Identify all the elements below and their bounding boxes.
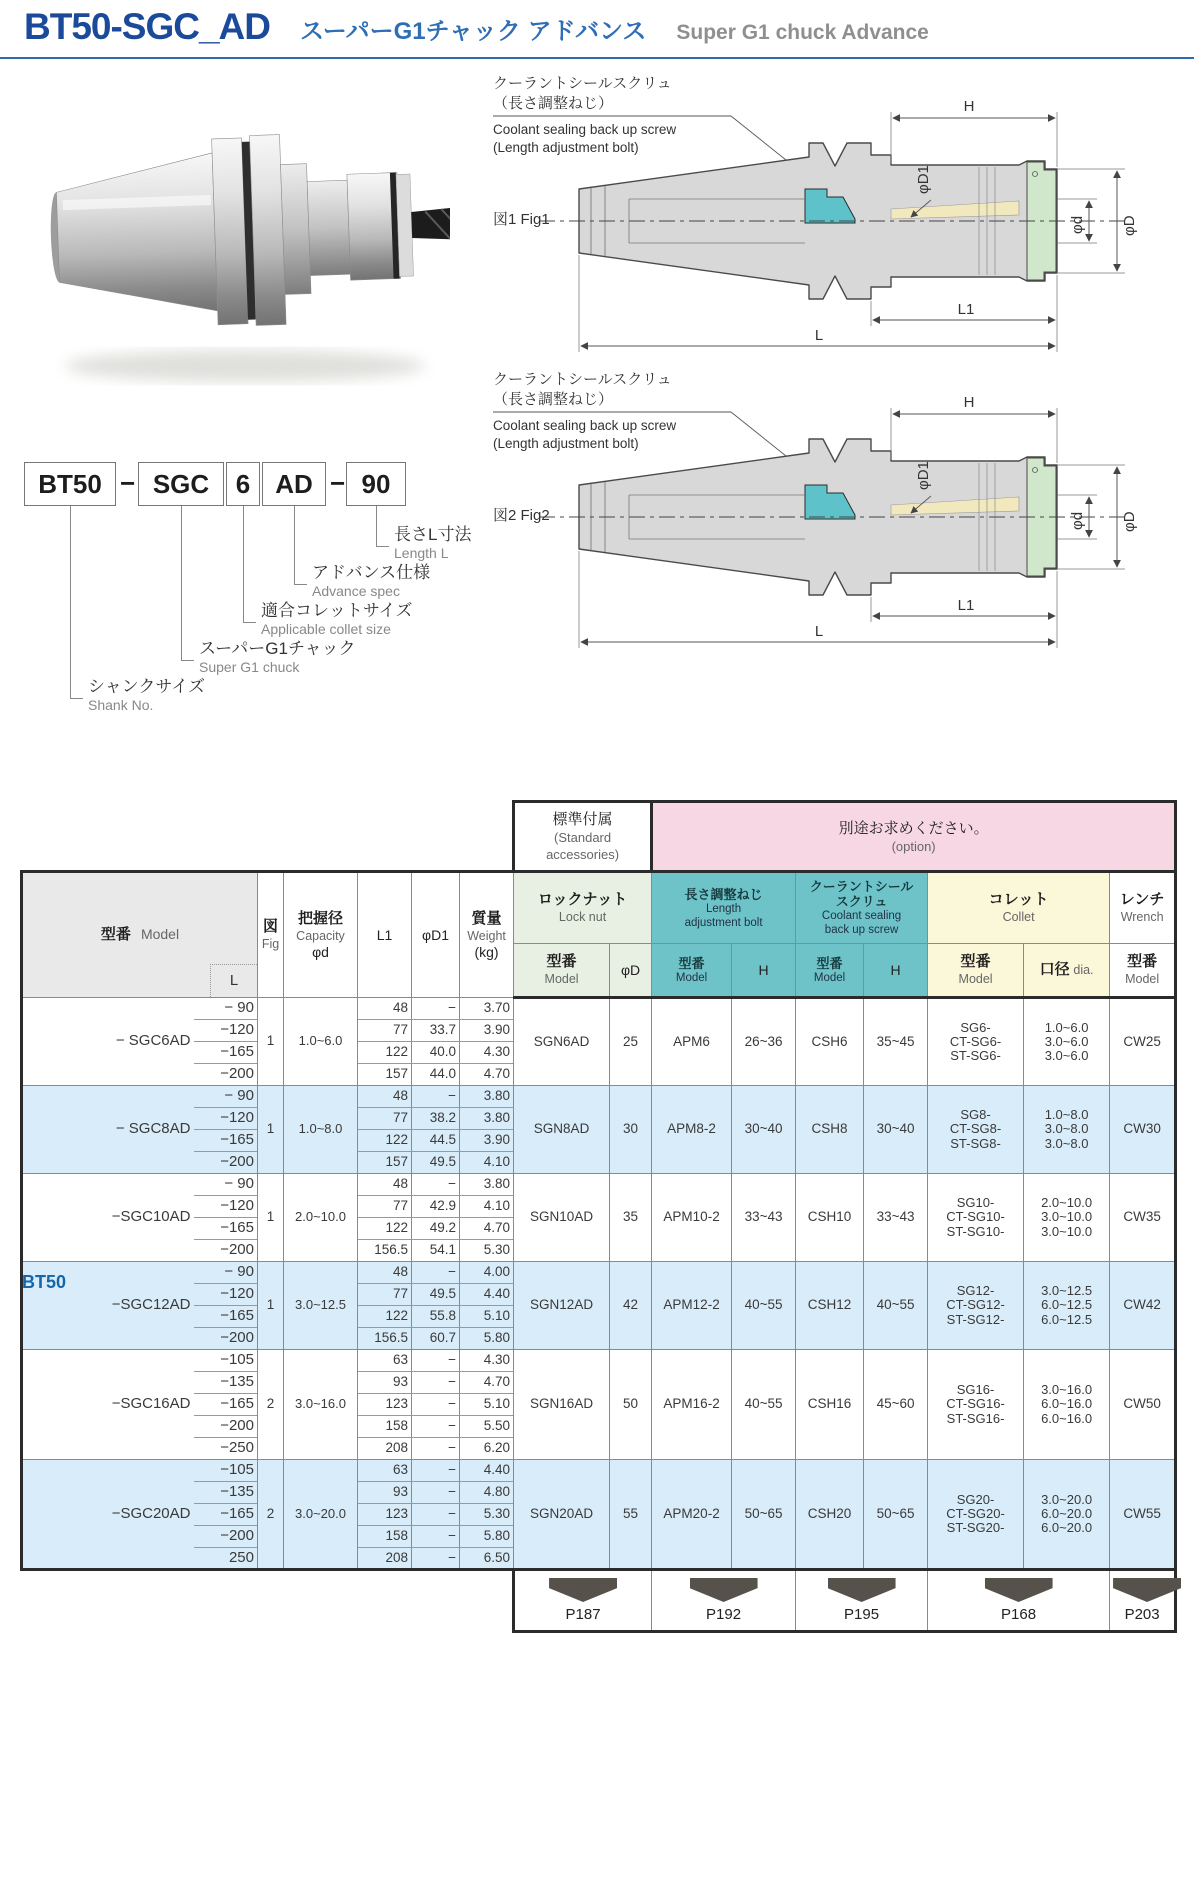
group-header-locknut: ロックナット Lock nut (514, 872, 652, 944)
cell-weight: 5.10 (460, 1306, 514, 1328)
cell-length-suffix: − 90 (194, 1086, 258, 1108)
dim-label-L1: L1 (957, 301, 975, 318)
cell-weight: 6.50 (460, 1548, 514, 1570)
dim-label-L: L (814, 327, 824, 344)
cell-phiD1: 49.2 (412, 1218, 460, 1240)
cell-length-suffix: −200 (194, 1328, 258, 1350)
cell-weight: 4.00 (460, 1262, 514, 1284)
dim-label-phiD: φD (1121, 215, 1138, 236)
cell-phiD1: 33.7 (412, 1020, 460, 1042)
subtitle-ja: スーパーG1チャック アドバンス (300, 18, 647, 45)
dim-label-H: H (963, 98, 975, 115)
group-header-collet: コレット Collet (928, 872, 1110, 944)
standard-accessories-banner: 標準付属 (Standard accessories) (514, 802, 652, 872)
cell-weight: 4.10 (460, 1196, 514, 1218)
cell-fig: 1 (258, 1262, 284, 1350)
part-label-chuck: スーパーG1チャック Super G1 chuck (199, 639, 356, 675)
cell-apm-model: APM8-2 (652, 1086, 732, 1174)
cell-capacity: 1.0~6.0 (284, 998, 358, 1086)
cell-length-suffix: − 90 (194, 1262, 258, 1284)
cell-csh-H: 45~60 (864, 1350, 928, 1460)
part-box-collet-size: 6 (226, 462, 260, 506)
page-ref-collet: P168 (928, 1570, 1110, 1632)
cell-collet-dia: 3.0~16.0 6.0~16.0 6.0~16.0 (1024, 1350, 1110, 1460)
title-rule (0, 57, 1194, 59)
sub-header-locknut-model: 型番 Model (514, 944, 610, 998)
cell-l1: 122 (358, 1130, 412, 1152)
cell-length-suffix: −120 (194, 1108, 258, 1130)
cell-wrench: CW55 (1110, 1460, 1176, 1570)
page-ref-coolant-screw: P195 (796, 1570, 928, 1632)
group-header-wrench: レンチ Wrench (1110, 872, 1176, 944)
cell-weight: 6.20 (460, 1438, 514, 1460)
column-header-weight: 質量 Weight (kg) (460, 872, 514, 998)
cell-phiD1: 60.7 (412, 1328, 460, 1350)
cell-l1: 122 (358, 1218, 412, 1240)
cell-csh-model: CSH8 (796, 1086, 864, 1174)
cell-phiD1: − (412, 1350, 460, 1372)
callout-en-line2: (Length adjustment bolt) (493, 140, 639, 155)
cell-model: −SGC10AD (22, 1174, 194, 1262)
cell-collet-models: SG6- CT-SG6- ST-SG6- (928, 998, 1024, 1086)
cell-locknut-model: SGN8AD (514, 1086, 610, 1174)
cell-length-suffix: −135 (194, 1372, 258, 1394)
cell-csh-model: CSH10 (796, 1174, 864, 1262)
column-header-length: L (210, 964, 257, 997)
cell-length-suffix: −200 (194, 1526, 258, 1548)
cell-phiD1: 55.8 (412, 1306, 460, 1328)
fig1-label: 図1 Fig1 (493, 211, 550, 228)
cell-wrench: CW25 (1110, 998, 1176, 1086)
cell-length-suffix: − 90 (194, 1174, 258, 1196)
cell-collet-models: SG16- CT-SG16- ST-SG16- (928, 1350, 1024, 1460)
cell-l1: 48 (358, 998, 412, 1020)
cell-length-suffix: −165 (194, 1394, 258, 1416)
cell-weight: 4.10 (460, 1152, 514, 1174)
cell-l1: 122 (358, 1042, 412, 1064)
cell-csh-model: CSH16 (796, 1350, 864, 1460)
cell-length-suffix: −165 (194, 1130, 258, 1152)
cell-weight: 4.70 (460, 1064, 514, 1086)
cell-phiD1: 49.5 (412, 1284, 460, 1306)
cell-apm-H: 26~36 (732, 998, 796, 1086)
cell-l1: 93 (358, 1482, 412, 1504)
fig2-drawing (478, 362, 1194, 662)
cell-csh-H: 33~43 (864, 1174, 928, 1262)
cell-csh-model: CSH12 (796, 1262, 864, 1350)
cell-collet-dia: 2.0~10.0 3.0~10.0 3.0~10.0 (1024, 1174, 1110, 1262)
cell-length-suffix: −120 (194, 1284, 258, 1306)
cell-length-suffix: −200 (194, 1240, 258, 1262)
cell-locknut-model: SGN12AD (514, 1262, 610, 1350)
column-header-fig: 図 Fig (258, 872, 284, 998)
cell-l1: 157 (358, 1064, 412, 1086)
cell-collet-dia: 3.0~20.0 6.0~20.0 6.0~20.0 (1024, 1460, 1110, 1570)
cell-l1: 158 (358, 1526, 412, 1548)
part-box-length: 90 (346, 462, 406, 506)
cell-weight: 4.30 (460, 1350, 514, 1372)
cell-collet-dia: 1.0~6.0 3.0~6.0 3.0~6.0 (1024, 998, 1110, 1086)
part-box-shank: BT50 (24, 462, 116, 506)
cell-fig: 1 (258, 1086, 284, 1174)
subtitle-en: Super G1 chuck Advance (676, 21, 929, 44)
cell-l1: 48 (358, 1174, 412, 1196)
cell-phiD1: − (412, 1482, 460, 1504)
cell-locknut-phiD: 35 (610, 1174, 652, 1262)
cell-csh-model: CSH20 (796, 1460, 864, 1570)
cell-locknut-phiD: 50 (610, 1350, 652, 1460)
cell-model: − SGC6AD (22, 998, 194, 1086)
cell-weight: 5.50 (460, 1416, 514, 1438)
cell-length-suffix: −165 (194, 1306, 258, 1328)
cell-phiD1: − (412, 1526, 460, 1548)
cell-weight: 5.80 (460, 1328, 514, 1350)
cell-csh-model: CSH6 (796, 998, 864, 1086)
pointer-arrow-icon (985, 1578, 1053, 1602)
cell-phiD1: 44.5 (412, 1130, 460, 1152)
sub-header-collet-model: 型番 Model (928, 944, 1024, 998)
cell-phiD1: − (412, 1460, 460, 1482)
pointer-arrow-icon (690, 1578, 758, 1602)
part-label-advance: アドバンス仕様 Advance spec (312, 563, 431, 599)
cell-l1: 77 (358, 1108, 412, 1130)
cell-length-suffix: −250 (194, 1438, 258, 1460)
sub-header-coolant-H: H (864, 944, 928, 998)
sub-header-collet-dia: 口径 dia. (1024, 944, 1110, 998)
cell-phiD1: − (412, 1262, 460, 1284)
cell-l1: 77 (358, 1020, 412, 1042)
header (24, 6, 929, 48)
cell-apm-H: 40~55 (732, 1262, 796, 1350)
cell-capacity: 1.0~8.0 (284, 1086, 358, 1174)
cell-locknut-model: SGN6AD (514, 998, 610, 1086)
sub-header-locknut-phiD: φD (610, 944, 652, 998)
cell-model: − SGC8AD (22, 1086, 194, 1174)
cell-fig: 2 (258, 1460, 284, 1570)
cell-l1: 48 (358, 1262, 412, 1284)
cell-length-suffix: −105 (194, 1460, 258, 1482)
cell-l1: 156.5 (358, 1240, 412, 1262)
cell-apm-model: APM16-2 (652, 1350, 732, 1460)
pointer-arrow-icon (1113, 1578, 1181, 1602)
callout-ja-line1: クーラントシールスクリュ (493, 75, 672, 92)
cell-phiD1: 42.9 (412, 1196, 460, 1218)
cell-apm-model: APM12-2 (652, 1262, 732, 1350)
cell-l1: 157 (358, 1152, 412, 1174)
cell-weight: 5.80 (460, 1526, 514, 1548)
cell-weight: 4.70 (460, 1218, 514, 1240)
cell-csh-H: 50~65 (864, 1460, 928, 1570)
cell-collet-models: SG8- CT-SG8- ST-SG8- (928, 1086, 1024, 1174)
cell-phiD1: − (412, 998, 460, 1020)
cell-collet-models: SG12- CT-SG12- ST-SG12- (928, 1262, 1024, 1350)
cell-locknut-phiD: 42 (610, 1262, 652, 1350)
cell-weight: 3.90 (460, 1020, 514, 1042)
callout-en-line1: Coolant sealing back up screw (493, 122, 677, 137)
cell-capacity: 3.0~20.0 (284, 1460, 358, 1570)
page-ref-length-bolt: P192 (652, 1570, 796, 1632)
part-label-length: 長さL寸法 Length L (394, 525, 472, 561)
cell-weight: 3.80 (460, 1174, 514, 1196)
page-ref-wrench: P203 (1110, 1570, 1176, 1632)
group-header-coolant-screw: クーラントシール スクリュ Coolant sealing back up screw (796, 872, 928, 944)
cell-model: −SGC12AD (22, 1262, 194, 1350)
cell-fig: 1 (258, 1174, 284, 1262)
part-separator: − (120, 468, 136, 498)
cell-model: −SGC20AD (22, 1460, 194, 1570)
sub-header-lenbolt-H: H (732, 944, 796, 998)
sub-header-lenbolt-model: 型番 Model (652, 944, 732, 998)
cell-length-suffix: −200 (194, 1416, 258, 1438)
cell-locknut-phiD: 30 (610, 1086, 652, 1174)
cell-phiD1: − (412, 1416, 460, 1438)
cell-length-suffix: −200 (194, 1152, 258, 1174)
part-label-shank: シャンクサイズ Shank No. (88, 677, 205, 713)
cell-phiD1: − (412, 1548, 460, 1570)
cell-phiD1: 40.0 (412, 1042, 460, 1064)
cell-phiD1: 54.1 (412, 1240, 460, 1262)
shank-side-label: BT50 (22, 1272, 67, 1292)
fig1-drawing (478, 66, 1194, 366)
cell-l1: 48 (358, 1086, 412, 1108)
part-number-diagram (24, 462, 494, 713)
cell-length-suffix: −120 (194, 1020, 258, 1042)
column-header-model: 型番 Model L (22, 872, 258, 998)
part-box-spec: AD (262, 462, 326, 506)
spec-table (20, 800, 1174, 1633)
cell-phiD1: − (412, 1174, 460, 1196)
cell-l1: 123 (358, 1504, 412, 1526)
cell-weight: 4.70 (460, 1372, 514, 1394)
cell-l1: 158 (358, 1416, 412, 1438)
cell-phiD1: − (412, 1372, 460, 1394)
cell-l1: 77 (358, 1284, 412, 1306)
cell-apm-H: 30~40 (732, 1086, 796, 1174)
cell-weight: 5.30 (460, 1240, 514, 1262)
cell-wrench: CW30 (1110, 1086, 1176, 1174)
part-separator: − (330, 468, 346, 498)
cell-wrench: CW50 (1110, 1350, 1176, 1460)
cell-locknut-model: SGN10AD (514, 1174, 610, 1262)
cell-phiD1: 44.0 (412, 1064, 460, 1086)
cell-l1: 63 (358, 1460, 412, 1482)
cell-l1: 208 (358, 1548, 412, 1570)
cell-weight: 4.40 (460, 1460, 514, 1482)
cell-weight: 5.30 (460, 1504, 514, 1526)
column-header-capacity: 把握径 Capacity φd (284, 872, 358, 998)
cell-weight: 5.10 (460, 1394, 514, 1416)
cell-length-suffix: −165 (194, 1042, 258, 1064)
cell-l1: 208 (358, 1438, 412, 1460)
cell-capacity: 3.0~12.5 (284, 1262, 358, 1350)
page-ref-locknut: P187 (514, 1570, 652, 1632)
cell-locknut-phiD: 55 (610, 1460, 652, 1570)
cell-fig: 2 (258, 1350, 284, 1460)
cell-fig: 1 (258, 998, 284, 1086)
cell-length-suffix: −165 (194, 1218, 258, 1240)
cell-collet-dia: 3.0~12.5 6.0~12.5 6.0~12.5 (1024, 1262, 1110, 1350)
cell-phiD1: − (412, 1504, 460, 1526)
cell-collet-models: SG10- CT-SG10- ST-SG10- (928, 1174, 1024, 1262)
dim-label-phiD1: φD1 (915, 165, 932, 194)
cell-length-suffix: −105 (194, 1350, 258, 1372)
cell-l1: 122 (358, 1306, 412, 1328)
cell-l1: 123 (358, 1394, 412, 1416)
cell-phiD1: 38.2 (412, 1108, 460, 1130)
cell-csh-H: 40~55 (864, 1262, 928, 1350)
cell-csh-H: 35~45 (864, 998, 928, 1086)
pointer-arrow-icon (549, 1578, 617, 1602)
cell-phiD1: − (412, 1394, 460, 1416)
cell-weight: 3.90 (460, 1130, 514, 1152)
cell-capacity: 3.0~16.0 (284, 1350, 358, 1460)
cell-phiD1: − (412, 1438, 460, 1460)
cell-l1: 156.5 (358, 1328, 412, 1350)
cell-weight: 3.80 (460, 1086, 514, 1108)
cell-apm-model: APM20-2 (652, 1460, 732, 1570)
fig2-label: 図2 Fig2 (493, 507, 550, 524)
cell-locknut-model: SGN16AD (514, 1350, 610, 1460)
cell-length-suffix: − 90 (194, 998, 258, 1020)
cell-collet-models: SG20- CT-SG20- ST-SG20- (928, 1460, 1024, 1570)
cell-phiD1: − (412, 1086, 460, 1108)
cell-collet-dia: 1.0~8.0 3.0~8.0 3.0~8.0 (1024, 1086, 1110, 1174)
cell-locknut-phiD: 25 (610, 998, 652, 1086)
cell-length-suffix: 250 (194, 1548, 258, 1570)
cell-apm-H: 50~65 (732, 1460, 796, 1570)
product-photo (30, 66, 450, 406)
cell-length-suffix: −120 (194, 1196, 258, 1218)
cell-locknut-model: SGN20AD (514, 1460, 610, 1570)
cell-capacity: 2.0~10.0 (284, 1174, 358, 1262)
cell-csh-H: 30~40 (864, 1086, 928, 1174)
page-title: BT50-SGC_AD (24, 6, 270, 47)
cell-wrench: CW42 (1110, 1262, 1176, 1350)
cell-apm-H: 40~55 (732, 1350, 796, 1460)
option-banner: 別途お求めください。 (option) (652, 802, 1176, 872)
part-label-collet-size: 適合コレットサイズ Applicable collet size (261, 601, 413, 637)
cell-weight: 4.40 (460, 1284, 514, 1306)
cell-apm-model: APM6 (652, 998, 732, 1086)
cell-phiD1: 49.5 (412, 1152, 460, 1174)
cell-l1: 63 (358, 1350, 412, 1372)
cell-wrench: CW35 (1110, 1174, 1176, 1262)
sub-header-coolant-model: 型番 Model (796, 944, 864, 998)
pointer-arrow-icon (828, 1578, 896, 1602)
cell-apm-model: APM10-2 (652, 1174, 732, 1262)
cell-l1: 93 (358, 1372, 412, 1394)
cell-weight: 4.80 (460, 1482, 514, 1504)
cell-length-suffix: −165 (194, 1504, 258, 1526)
cell-apm-H: 33~43 (732, 1174, 796, 1262)
cell-weight: 3.70 (460, 998, 514, 1020)
cell-length-suffix: −135 (194, 1482, 258, 1504)
sub-header-wrench-model: 型番 Model (1110, 944, 1176, 998)
part-box-series: SGC (138, 462, 224, 506)
cell-weight: 3.80 (460, 1108, 514, 1130)
callout-ja-line2: （長さ調整ねじ） (493, 95, 614, 112)
cell-l1: 77 (358, 1196, 412, 1218)
column-header-l1: L1 (358, 872, 412, 998)
cell-model: −SGC16AD (22, 1350, 194, 1460)
cell-length-suffix: −200 (194, 1064, 258, 1086)
group-header-length-bolt: 長さ調整ねじ Length adjustment bolt (652, 872, 796, 944)
column-header-phiD1: φD1 (412, 872, 460, 998)
cell-weight: 4.30 (460, 1042, 514, 1064)
dim-label-phid: φd (1069, 215, 1086, 234)
